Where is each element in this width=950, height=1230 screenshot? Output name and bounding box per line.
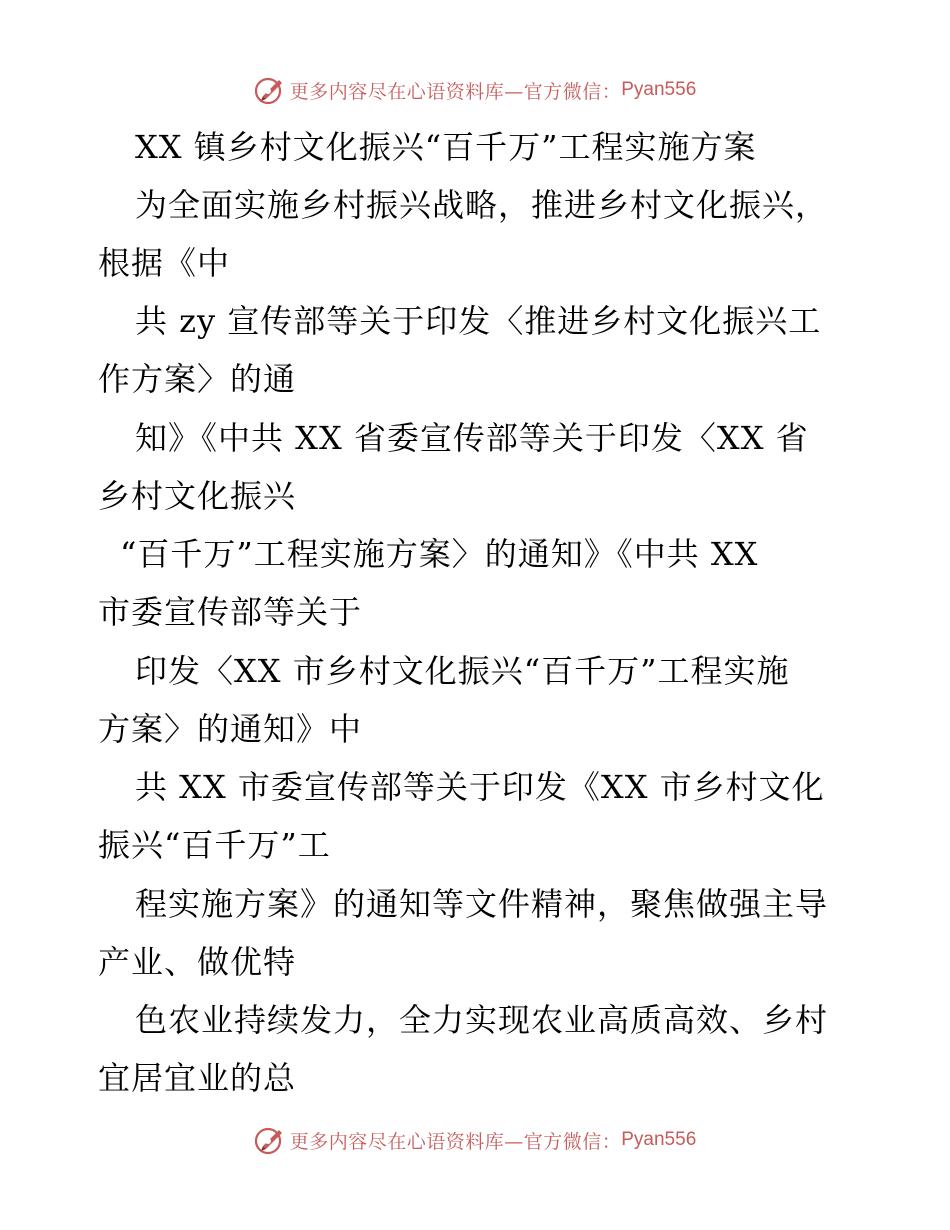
document-title: XX 镇乡村文化振兴“百千万”工程实施方案 <box>135 128 757 166</box>
body-line: 产业、做优特 <box>98 943 297 981</box>
quill-pen-logo-icon <box>254 1124 286 1156</box>
footer-banner-text: 更多内容尽在心语资料库—官方微信： <box>289 1130 622 1153</box>
header-wechat-id: Pyan556 <box>621 79 697 100</box>
body-line: 根据《中 <box>98 244 231 282</box>
body-line: 市委宣传部等关于 <box>98 593 363 631</box>
body-line: 色农业持续发力，全力实现农业高质高效、乡村 <box>135 1001 829 1039</box>
body-line: 乡村文化振兴 <box>98 477 297 515</box>
body-line: 共 zy 宣传部等关于印发〈推进乡村文化振兴工 <box>135 302 822 340</box>
body-line: 宜居宜业的总 <box>98 1059 297 1097</box>
header-banner-text: 更多内容尽在心语资料库—官方微信： <box>289 80 622 103</box>
body-line: 知》《中共 XX 省委宣传部等关于印发〈XX 省 <box>135 419 809 457</box>
body-line: 印发〈XX 市乡村文化振兴“百千万”工程实施 <box>135 652 790 690</box>
body-line: 作方案〉的通 <box>98 360 297 398</box>
footer-wechat-id: Pyan556 <box>621 1129 697 1150</box>
footer-banner <box>0 1120 950 1160</box>
body-line: “百千万”工程实施方案〉的通知》《中共 XX <box>120 535 759 573</box>
body-line: 振兴“百千万”工 <box>98 826 331 864</box>
body-line: 方案〉的通知》中 <box>98 710 363 748</box>
body-line: 程实施方案》的通知等文件精神，聚焦做强主导 <box>135 885 829 923</box>
body-line: 为全面实施乡村振兴战略，推进乡村文化振兴， <box>135 186 829 224</box>
body-line: 共 XX 市委宣传部等关于印发《XX 市乡村文化 <box>135 768 825 806</box>
